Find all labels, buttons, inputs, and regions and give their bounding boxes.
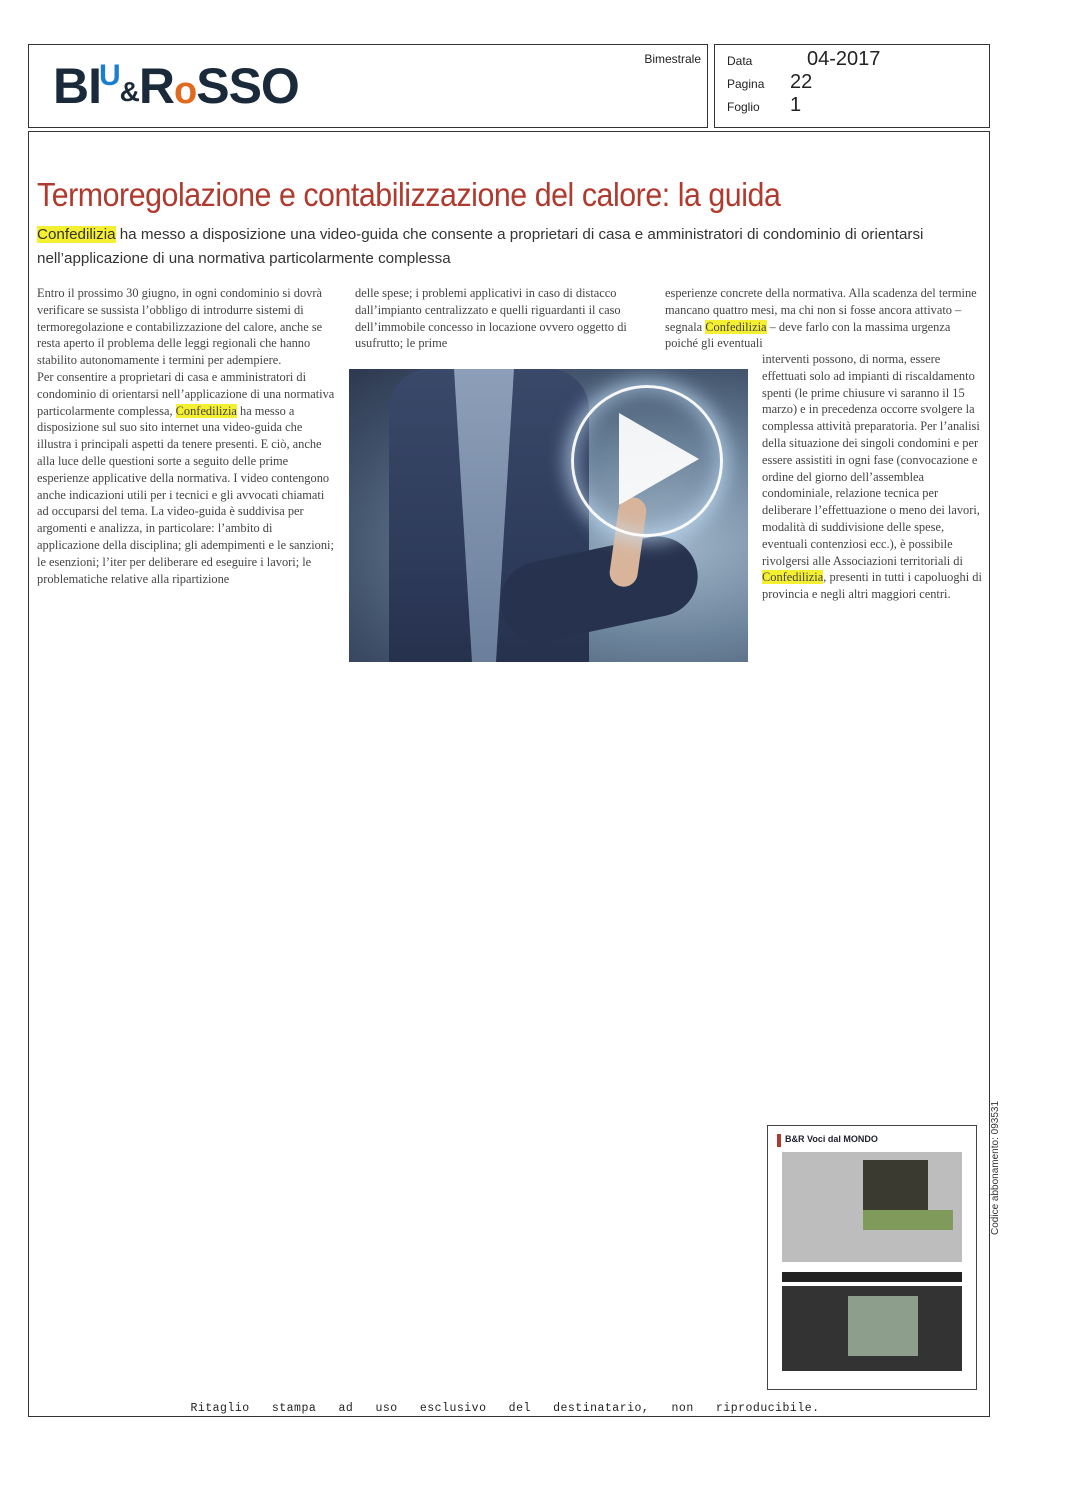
thumbnail-image xyxy=(863,1160,928,1210)
article-headline: Termoregolazione e contabilizzazione del calore: la guida xyxy=(37,176,781,213)
play-icon xyxy=(619,413,699,505)
sheet-value: 1 xyxy=(790,94,802,116)
thumbnail-icons xyxy=(863,1210,953,1230)
article-column-1 xyxy=(37,285,337,587)
thumbnail-photo xyxy=(848,1296,918,1356)
article-photo xyxy=(349,369,748,662)
masthead xyxy=(28,44,708,128)
frequency-label: Bimestrale xyxy=(644,52,701,66)
highlight-confedilizia: Confedilizia xyxy=(175,403,237,418)
paragraph: Per consentire a proprietari di casa e amministratori di condominio di orientarsi nell’applicazione di una normativa particolarmente complessa, Confedilizia ha messo a disposizione sul suo sito internet una video-guida che illustra i principali aspetti da tenere presenti. E ciò, anche alla luce delle questioni sorte a seguito delle prime esperienze applicative della normativa. I video contengono anche indicazioni utili per i tecnici e gli avvocati chiamati ad occuparsi del tema. La video-guida è suddivisa per argomenti e analizza, in particolare: l’ambito di applicazione della disciplina; gli adempimenti e le sanzioni; le esenzioni; l’iter per deliberare ed eseguire i lavori; le problematiche relative alla ripartizione xyxy=(37,369,335,586)
footer-notice: Ritaglio stampa ad uso esclusivo del destinatario, non riproducibile. xyxy=(190,1402,820,1415)
date-label: Data xyxy=(727,54,753,68)
page-thumbnail xyxy=(767,1125,977,1390)
page-value: 22 xyxy=(790,71,813,93)
meta-box xyxy=(714,44,990,128)
article-column-3-top xyxy=(665,285,983,352)
thumbnail-section-title: B&R Voci dal MONDO xyxy=(777,1134,971,1147)
paragraph: delle spese; i problemi applicativi in caso di distacco dall’impianto centralizzato e quelli riguardanti il caso dell’immobile concesso in locazione ovvero oggetto di usufrutto; le prime xyxy=(355,286,627,351)
thumbnail-headline xyxy=(782,1272,962,1282)
paragraph: Entro il prossimo 30 giugno, in ogni condominio si dovrà verificare se sussista l’obbligo di introdurre sistemi di termoregolazione e contabilizzazione del calore, anche se resta aperto il problema delle leggi regionali che hanno stabilito autonomamente i termini per adempiere. xyxy=(37,286,323,368)
page-label: Pagina xyxy=(727,77,765,91)
logo: $BI^U\&RoSSO$ xyxy=(53,58,299,114)
article-column-3 xyxy=(762,351,982,603)
sheet-label: Foglio xyxy=(727,100,760,114)
paragraph: interventi possono, di norma, essere effettuati solo ad impianti di riscaldamento spenti (le prime chiusure vi saranno il 15 marzo) e in precedenza occorre svolgere la complessa attività preparatoria. Per l’analisi della situazione dei singoli condomini e per essere assistiti in ogni fase (convocazione e ordine del giorno dell’assemblea condominiale, relazione tecnica per deliberare l’effettuazione o meno dei lavori, modalità di suddivisione delle spese, eventuali contenziosi ecc.), è possibile rivolgersi alle Associazioni territoriali di Confedilizia, presenti in tutti i capoluoghi di provincia e negli altri maggiori centri. xyxy=(762,352,982,602)
highlight-confedilizia: Confedilizia xyxy=(762,570,824,585)
article-column-2 xyxy=(355,285,655,352)
date-value: 04-2017 xyxy=(807,48,881,70)
paragraph: esperienze concrete della normativa. Alla scadenza del termine mancano quattro mesi, ma chi non si fosse ancora attivato – segnala Confedilizia – deve farlo con la massima urgenza poiché gli eventuali xyxy=(665,286,977,351)
subscription-code: Codice abbonamento: 093531 xyxy=(990,1100,1001,1235)
highlight-confedilizia: Confedilizia xyxy=(705,319,767,334)
article-subtitle: Confedilizia ha messo a disposizione una video-guida che consente a proprietari di casa e amministratori di condominio di orientarsi nell’applicazione di una normativa particolarmente complessa xyxy=(37,226,924,267)
highlight-confedilizia: Confedilizia xyxy=(37,226,116,243)
